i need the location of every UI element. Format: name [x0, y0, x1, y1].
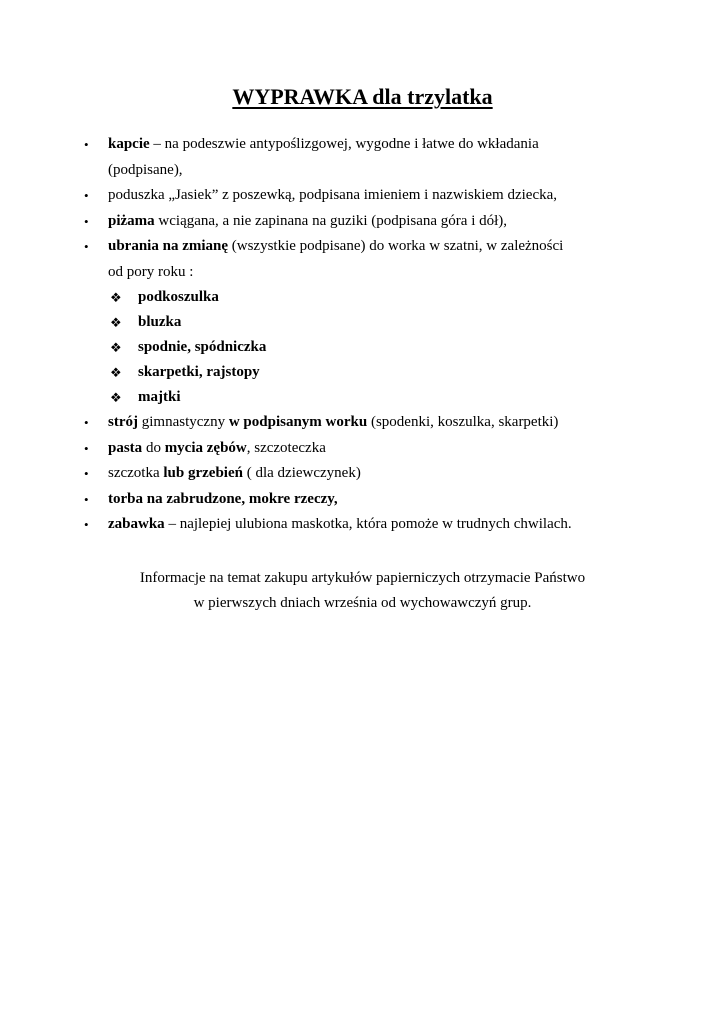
info-note-line: Informacje na temat zakupu artykułów papierniczych otrzymacie Państwo — [139, 570, 586, 586]
sub-item-majtki — [0, 385, 725, 410]
sub-item-bluzka — [0, 310, 725, 335]
sub-item-text: spodnie, spódniczka — [138, 339, 267, 355]
list-item-stroj — [0, 410, 725, 436]
item-text: – najlepiej ulubiona maskotka, która pomoże w trudnych chwilach. — [164, 516, 572, 532]
bullet-icon: • — [84, 213, 89, 229]
list-item-pizama — [0, 209, 725, 235]
bullet-icon: • — [84, 466, 89, 481]
sub-item-text: bluzka — [138, 314, 182, 330]
item-bold-text: kapcie — [108, 136, 150, 152]
item-bold-text: mycia zębów — [164, 439, 247, 456]
item-bold-text: lub grzebień — [163, 465, 243, 481]
diamond-bullet-icon: ❖ — [110, 340, 122, 355]
item-text: ( dla dziewczynek) — [242, 465, 361, 481]
item-bold-text: zabawka — [108, 516, 165, 532]
list-item-poduszka — [0, 183, 725, 209]
diamond-bullet-icon: ❖ — [110, 390, 122, 405]
sub-item-spodnie — [0, 335, 725, 360]
diamond-bullet-icon: ❖ — [110, 365, 122, 380]
item-bold-text: piżama — [108, 212, 155, 229]
sub-item-text: skarpetki, rajstopy — [138, 364, 260, 380]
item-bold-text: torba na zabrudzone, mokre rzeczy, — [108, 490, 338, 507]
bullet-icon: • — [84, 239, 89, 254]
item-text: (wszystkie podpisane) do worka w szatni, w zależności — [228, 238, 564, 254]
item-bold-text: strój — [108, 414, 138, 430]
item-text: – na podeszwie antypoślizgowej, wygodne i łatwe do wkładania — [149, 136, 539, 152]
info-note-line: w pierwszych dniach września od wychowawczyń grup. — [193, 595, 532, 611]
item-text-continued: od pory roku : — [108, 263, 194, 280]
item-text: wciągana, a nie zapinana na guziki (podpisana góra i dół), — [154, 212, 508, 229]
bullet-icon: • — [84, 440, 89, 456]
bullet-icon: • — [84, 415, 89, 430]
bullet-icon: • — [84, 137, 89, 152]
item-text: (spodenki, koszulka, skarpetki) — [367, 414, 559, 430]
item-text: do — [142, 439, 165, 456]
list-item-kapcie — [0, 132, 725, 183]
item-text: poduszka „Jasiek” z poszewką, podpisana imieniem i nazwiskiem dziecka, — [108, 187, 558, 203]
bullet-icon: • — [84, 188, 89, 203]
list-item-szczotka — [0, 461, 725, 487]
info-note — [0, 566, 725, 616]
list-item-pasta — [0, 436, 725, 462]
sub-item-text: podkoszulka — [138, 289, 219, 305]
supply-list — [0, 132, 725, 538]
bullet-icon: • — [84, 491, 89, 507]
item-bold-text: ubrania na zmianę — [108, 238, 229, 254]
item-text: , szczoteczka — [246, 439, 326, 456]
sub-item-skarpetki — [0, 360, 725, 385]
item-text-continued: (podpisane), — [108, 161, 183, 178]
item-text: gimnastyczny — [138, 414, 229, 430]
bullet-icon: • — [84, 517, 89, 532]
document-title: WYPRAWKA dla trzylatka — [232, 84, 493, 109]
sub-item-text: majtki — [138, 389, 181, 405]
item-text: szczotka — [108, 465, 164, 481]
diamond-bullet-icon: ❖ — [110, 315, 122, 330]
item-bold-text: pasta — [108, 439, 143, 456]
diamond-bullet-icon: ❖ — [110, 290, 122, 305]
list-item-torba — [0, 487, 725, 513]
list-item-zabawka — [0, 512, 725, 538]
sub-item-podkoszulka — [0, 285, 725, 310]
item-bold-text: w podpisanym worku — [228, 414, 368, 430]
list-item-ubrania — [0, 234, 725, 285]
